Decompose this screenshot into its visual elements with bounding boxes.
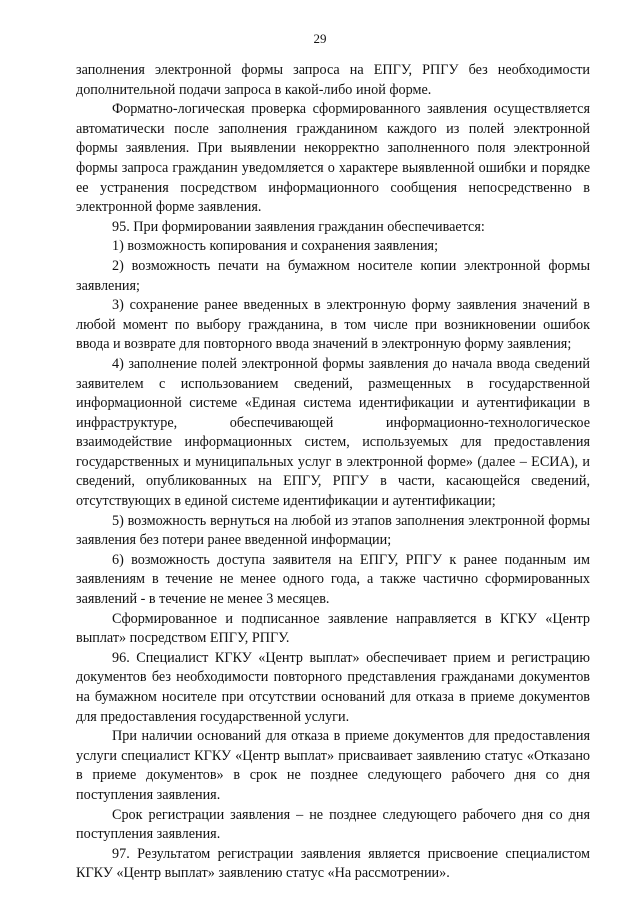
paragraph-submission: Сформированное и подписанное заявление направляется в КГКУ «Центр выплат» посредством ЕПГУ, РПГУ.: [76, 610, 590, 647]
page-number: 29: [313, 31, 327, 46]
document-body: [76, 61, 590, 884]
paragraph-registration-term: Срок регистрации заявления – не позднее следующего рабочего дня со дня поступления заявления.: [76, 806, 590, 843]
list-item-1: 1) возможность копирования и сохранения заявления;: [112, 238, 439, 255]
list-item-6: 6) возможность доступа заявителя на ЕПГУ, РПГУ к ранее поданным им заявлениям в течение не менее одного года, а также частично сформированных заявлений - в течение не менее 3 месяцев.: [76, 551, 590, 608]
paragraph-format-check: Форматно-логическая проверка сформированного заявления осуществляется автоматически после заполнения гражданином каждого из полей электронной формы заявления. При выявлении некорректно заполненного поля электронной формы запроса гражданин уведомляется о характере выявленной ошибки и порядке ее устранения посредством информационного сообщения непосредственно в электронной форме заявления.: [76, 101, 590, 216]
list-item-3: 3) сохранение ранее введенных в электронную форму заявления значений в любой момент по выбору гражданина, в том числе при возникновении ошибок ввода и возврате для повторного ввода значений в электронную форму заявления;: [76, 297, 590, 353]
paragraph-96: 96. Специалист КГКУ «Центр выплат» обеспечивает прием и регистрацию документов без необходимости повторного представления гражданами документов на бумажном носителе при отсутствии оснований для отказа в приеме документов для предоставления государственной услуги.: [76, 649, 590, 725]
list-item-4: 4) заполнение полей электронной формы заявления до начала ввода сведений заявителем с использованием сведений, размещенных в государственной информационной системе «Единая система идентификации и аутентификации в инфраструктуре, обеспечивающей информационно-технологическое взаимодействие информационных систем, используемых для предоставления государственных и муниципальных услуг в электронной форме» (далее – ЕСИА), и сведений, опубликованных на ЕПГУ, РПГУ в части, касающейся сведений, отсутствующих в единой системе идентификации и аутентификации;: [76, 355, 590, 510]
paragraph-refusal: При наличии оснований для отказа в приеме документов для предоставления услуги специалист КГКУ «Центр выплат» присваивает заявлению статус «Отказано в приеме документов» в срок не позднее следующего рабочего дня со дня поступления заявления.: [76, 728, 590, 803]
paragraph-95-heading: 95. При формировании заявления гражданин обеспечивается:: [112, 218, 485, 235]
paragraph-97: 97. Результатом регистрации заявления является присвоение специалистом КГКУ «Центр выплат» заявлению статус «На рассмотрении».: [76, 845, 590, 882]
paragraph-continuation: заполнения электронной формы запроса на ЕПГУ, РПГУ без необходимости дополнительной подачи запроса в какой-либо иной форме.: [76, 62, 590, 98]
list-item-2: 2) возможность печати на бумажном носителе копии электронной формы заявления;: [76, 257, 590, 294]
list-item-5: 5) возможность вернуться на любой из этапов заполнения электронной формы заявления без потери ранее введенной информации;: [76, 512, 590, 549]
